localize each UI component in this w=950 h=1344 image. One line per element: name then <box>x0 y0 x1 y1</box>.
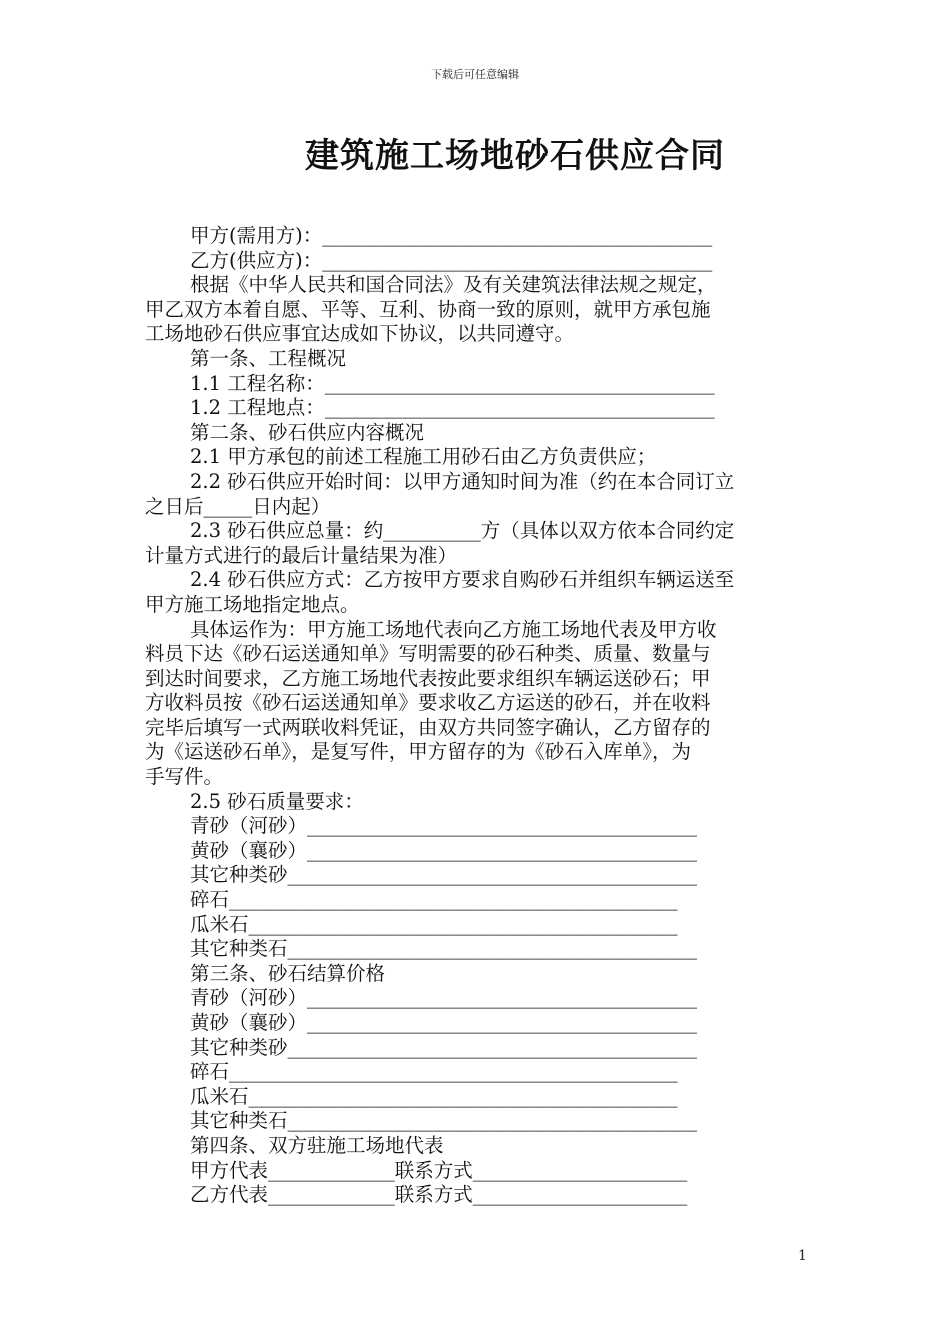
contract-body <box>145 224 805 1208</box>
contract-line: 第二条、砂石供应内容概况 <box>190 420 425 444</box>
contract-line: 瓜米石____________________________________________ <box>190 1084 678 1108</box>
contract-line: 2.1 甲方承包的前述工程施工用砂石由乙方负责供应； <box>190 445 657 469</box>
contract-line: 2.5 砂石质量要求： <box>190 789 364 813</box>
contract-line: 1.1 工程名称：________________________________________ <box>190 371 715 395</box>
contract-line: 根据《中华人民共和国合同法》及有关建筑法律法规之规定， <box>190 273 717 297</box>
contract-line: 具体运作为：甲方施工场地代表向乙方施工场地代表及甲方收 <box>190 617 717 641</box>
contract-line: 瓜米石____________________________________________ <box>190 912 678 936</box>
contract-line: 计量方式进行的最后计量结果为准） <box>145 543 458 567</box>
contract-line: 料员下达《砂石运送通知单》写明需要的砂石种类、质量、数量与 <box>145 642 711 666</box>
contract-line: 手写件。 <box>145 765 224 789</box>
contract-line: 甲方(需用方)：________________________________________ <box>190 224 713 247</box>
contract-line: 碎石______________________________________________ <box>190 1060 678 1084</box>
contract-line: 第一条、工程概况 <box>190 346 347 370</box>
contract-line: 第三条、砂石结算价格 <box>190 961 386 985</box>
contract-line: 甲方代表_____________联系方式______________________ <box>190 1158 688 1182</box>
contract-line: 方收料员按《砂石运送通知单》要求收乙方运送的砂石，并在收料 <box>145 691 711 715</box>
contract-line: 青砂（河砂）________________________________________ <box>190 814 698 838</box>
contract-line: 工场地砂石供应事宜达成如下协议，以共同遵守。 <box>145 322 575 346</box>
contract-line: 之日后_____日内起） <box>145 494 331 518</box>
header-note: 下载后可任意编辑 <box>431 68 519 81</box>
contract-line: 碎石______________________________________________ <box>190 888 678 912</box>
contract-line: 2.3 砂石供应总量：约__________方（具体以双方依本合同约定 <box>190 519 735 543</box>
contract-line: 青砂（河砂）________________________________________ <box>190 986 698 1010</box>
contract-line: 2.2 砂石供应开始时间：以甲方通知时间为准（约在本合同订立 <box>190 469 735 493</box>
page-number: 1 <box>798 1248 807 1264</box>
contract-line: 完毕后填写一式两联收料凭证，由双方共同签字确认，乙方留存的 <box>145 715 711 739</box>
contract-line: 黄砂（襄砂）________________________________________ <box>190 1011 698 1034</box>
contract-line: 到达时间要求，乙方施工场地代表按此要求组织车辆运送砂石；甲 <box>145 666 711 690</box>
contract-line: 乙方(供应方)：________________________________________ <box>190 248 713 272</box>
contract-line: 2.4 砂石供应方式：乙方按甲方要求自购砂石并组织车辆运送至 <box>190 568 735 592</box>
contract-line: 黄砂（襄砂）________________________________________ <box>190 838 698 862</box>
contract-line: 乙方代表_____________联系方式______________________ <box>190 1183 688 1207</box>
document-title: 建筑施工场地砂石供应合同 <box>305 136 725 176</box>
contract-line: 其它种类砂__________________________________________ <box>190 1035 698 1059</box>
contract-line: 1.2 工程地点：________________________________________ <box>190 396 715 420</box>
contract-line: 其它种类石__________________________________________ <box>190 937 698 961</box>
contract-line: 其它种类石__________________________________________ <box>190 1109 698 1133</box>
contract-line: 为《运送砂石单》，是复写件，甲方留存的为《砂石入库单》，为 <box>145 740 692 764</box>
contract-line: 第四条、双方驻施工场地代表 <box>190 1133 444 1157</box>
contract-line: 其它种类砂__________________________________________ <box>190 863 698 887</box>
contract-line: 甲乙双方本着自愿、平等、互利、协商一致的原则，就甲方承包施 <box>145 297 711 321</box>
contract-line: 甲方施工场地指定地点。 <box>145 592 360 616</box>
